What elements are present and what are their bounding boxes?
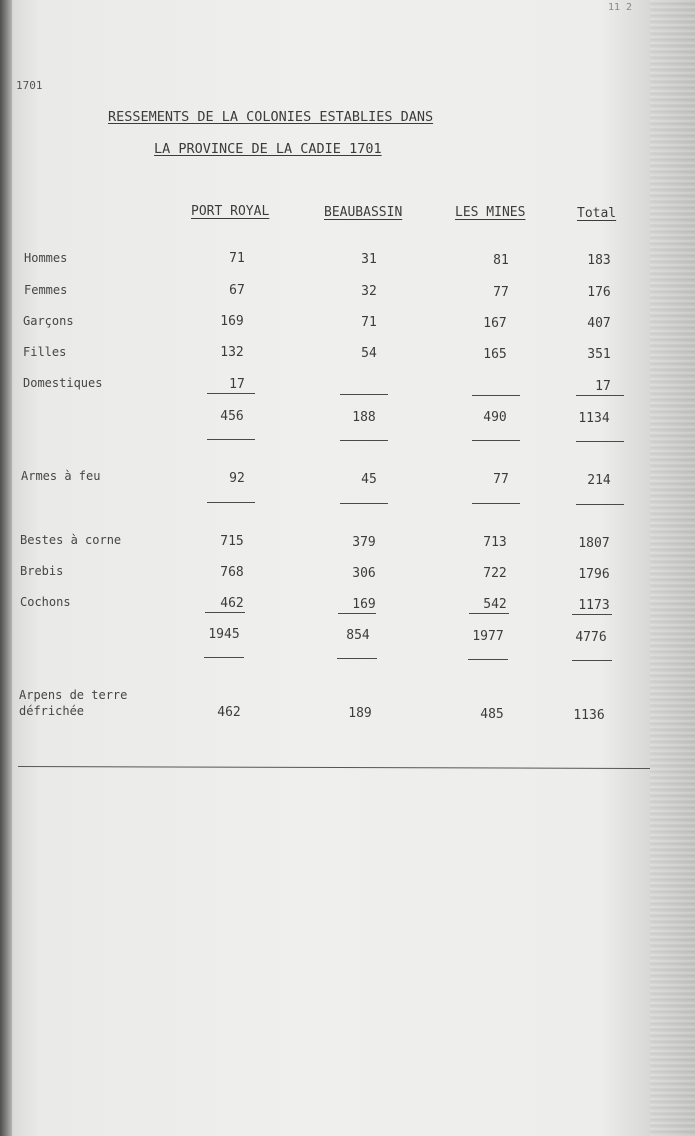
- cell-total: 1136: [573, 708, 605, 723]
- cell-total: 176: [587, 285, 611, 300]
- page-edge-stack: [650, 0, 695, 1136]
- total-rule: [576, 504, 624, 505]
- subtotal-rule: [576, 395, 624, 396]
- subtotal-rule: [472, 395, 520, 396]
- corner-note: 11 2: [608, 2, 633, 13]
- cell-beaubassin: 71: [361, 315, 377, 330]
- book-spine-shadow: [0, 0, 12, 1136]
- cell-les-mines: 490: [483, 410, 507, 425]
- cell-beaubassin: 188: [352, 410, 376, 425]
- cell-port-royal: 67: [229, 283, 245, 298]
- cell-total: 17: [595, 379, 611, 394]
- cell-les-mines: 77: [493, 285, 509, 300]
- cell-beaubassin: 379: [352, 535, 376, 550]
- cell-les-mines: 165: [483, 347, 507, 362]
- cell-port-royal: 92: [229, 471, 245, 486]
- row-label: Hommes: [24, 251, 68, 265]
- cell-port-royal: 715: [220, 534, 244, 549]
- column-header-les-mines: LES MINES: [455, 205, 526, 220]
- title-line-2: LA PROVINCE DE LA CADIE 1701: [154, 141, 382, 157]
- cell-beaubassin: 854: [346, 628, 370, 643]
- subtotal-rule: [338, 613, 376, 614]
- row-label: Garçons: [23, 314, 74, 328]
- cell-beaubassin: 169: [352, 597, 376, 612]
- total-rule: [572, 660, 612, 661]
- column-header-total: Total: [577, 206, 617, 221]
- cell-port-royal: 456: [220, 409, 244, 424]
- cell-port-royal: 1945: [208, 627, 240, 642]
- margin-note: 1701: [16, 79, 43, 92]
- total-rule: [337, 658, 377, 659]
- cell-les-mines: 542: [483, 597, 507, 612]
- cell-total: 214: [587, 473, 611, 488]
- total-rule: [340, 503, 388, 504]
- cell-les-mines: 167: [483, 316, 507, 331]
- row-label: Cochons: [20, 595, 71, 609]
- cell-port-royal: 169: [220, 314, 244, 329]
- total-rule: [207, 502, 255, 503]
- cell-total: 4776: [575, 630, 607, 645]
- subtotal-rule: [469, 613, 509, 614]
- total-rule: [468, 659, 508, 660]
- row-label: Filles: [23, 345, 67, 359]
- subtotal-rule: [205, 612, 245, 613]
- column-header-port-royal: PORT ROYAL: [191, 204, 270, 219]
- row-label-line-1: Arpens de terre: [19, 688, 128, 702]
- cell-total: 1807: [578, 536, 610, 551]
- cell-beaubassin: 32: [361, 284, 377, 299]
- cell-port-royal: 462: [217, 705, 241, 720]
- row-label: Bestes à corne: [20, 533, 122, 547]
- cell-les-mines: 485: [480, 707, 504, 722]
- subtotal-rule: [207, 393, 255, 394]
- total-rule: [576, 441, 624, 442]
- cell-total: 407: [587, 316, 611, 331]
- cell-beaubassin: 189: [348, 706, 372, 721]
- subtotal-rule: [340, 394, 388, 395]
- total-rule: [207, 439, 255, 440]
- cell-beaubassin: 306: [352, 566, 376, 581]
- row-label: Brebis: [20, 564, 64, 578]
- cell-total: 1134: [578, 411, 610, 426]
- cell-port-royal: 71: [229, 251, 245, 266]
- row-label-line-2: défrichée: [19, 704, 85, 718]
- closing-rule: [18, 766, 650, 769]
- cell-total: 1796: [578, 567, 610, 582]
- title-line-1: RESSEMENTS DE LA COLONIES ESTABLIES DANS: [108, 109, 434, 125]
- row-label: Femmes: [24, 283, 68, 297]
- total-rule: [204, 657, 244, 658]
- cell-port-royal: 462: [220, 596, 244, 611]
- cell-beaubassin: 45: [361, 472, 377, 487]
- row-label: Armes à feu: [21, 469, 101, 483]
- cell-les-mines: 713: [483, 535, 507, 550]
- cell-port-royal: 768: [220, 565, 244, 580]
- cell-beaubassin: 54: [361, 346, 377, 361]
- cell-total: 1173: [578, 598, 610, 613]
- row-label: Domestiques: [23, 376, 103, 390]
- cell-total: 183: [587, 253, 611, 268]
- cell-port-royal: 132: [220, 345, 244, 360]
- cell-total: 351: [587, 347, 611, 362]
- cell-les-mines: 81: [493, 253, 509, 268]
- subtotal-rule: [572, 614, 612, 615]
- cell-port-royal: 17: [229, 377, 245, 392]
- cell-beaubassin: 31: [361, 252, 377, 267]
- cell-les-mines: 722: [483, 566, 507, 581]
- total-rule: [340, 440, 388, 441]
- total-rule: [472, 503, 520, 504]
- cell-les-mines: 1977: [472, 629, 504, 644]
- total-rule: [472, 440, 520, 441]
- column-header-beaubassin: BEAUBASSIN: [324, 205, 403, 220]
- cell-les-mines: 77: [493, 472, 509, 487]
